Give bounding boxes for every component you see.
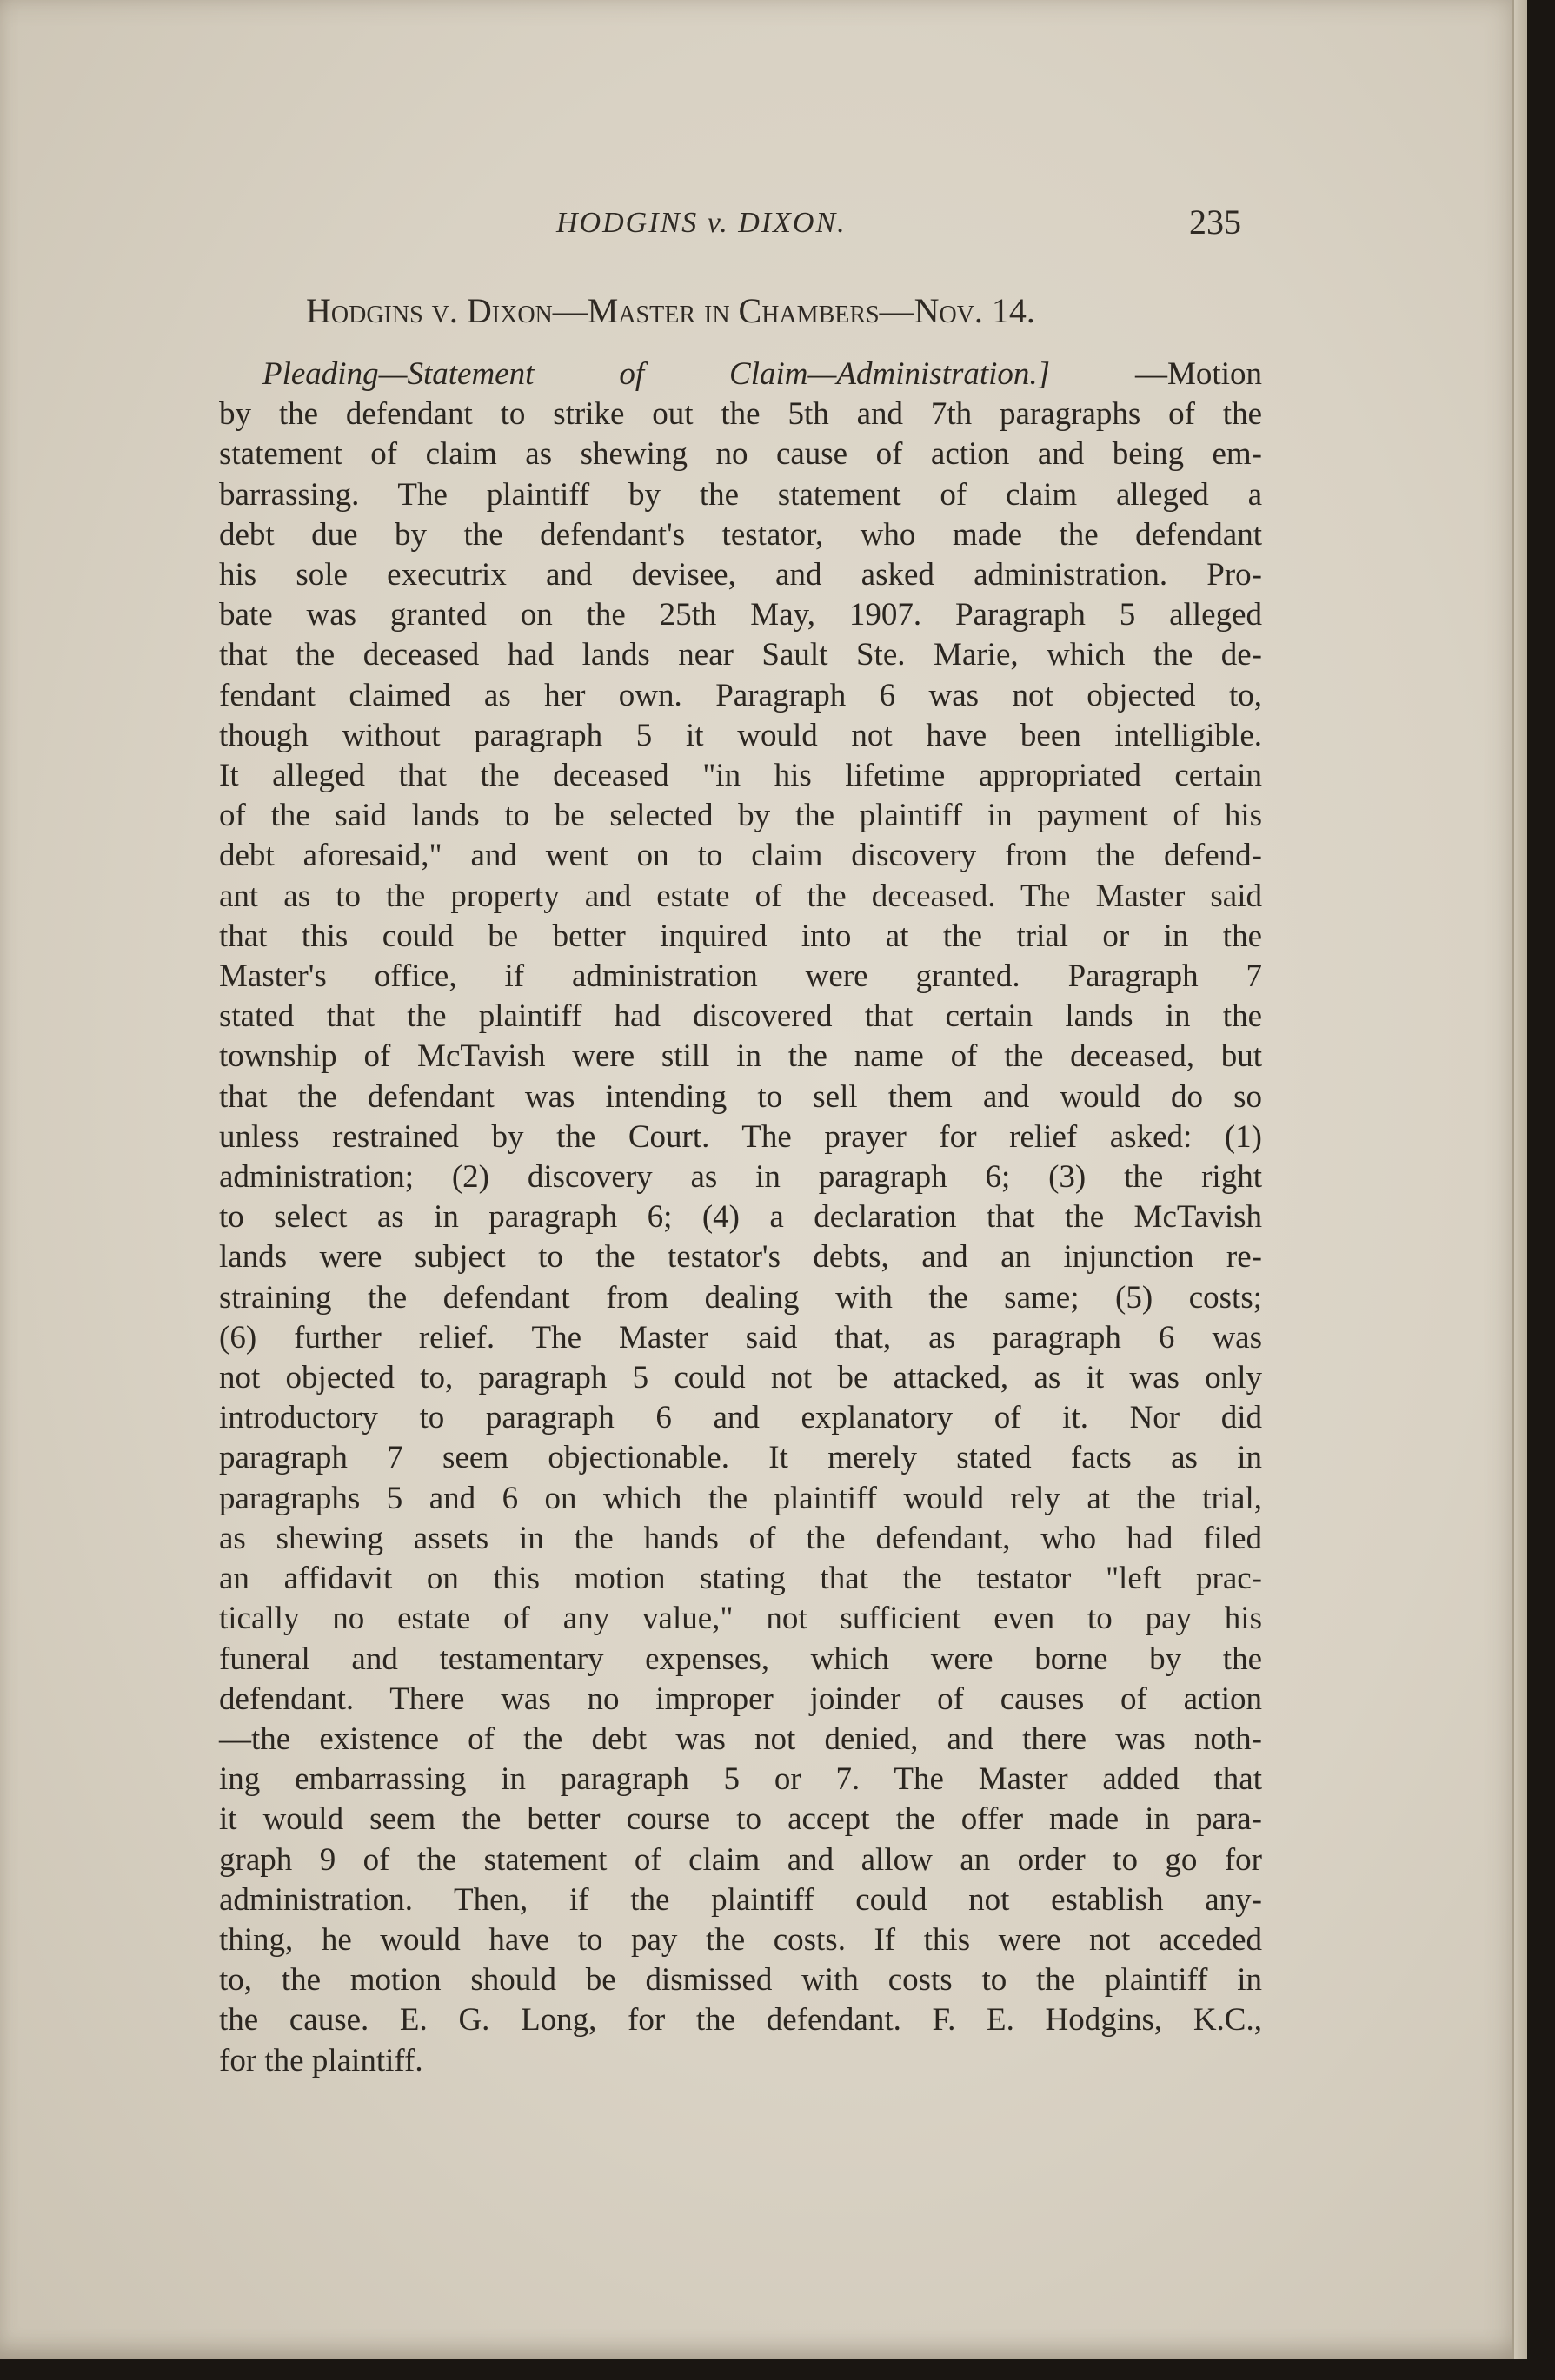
text-line: tically no estate of any value," not sufficient even to pay his xyxy=(219,1601,1262,1637)
text-line: administration. Then, if the plaintiff could not establish any- xyxy=(219,1881,1262,1918)
text-line xyxy=(219,355,1262,394)
text-line: straining the defendant from dealing with the same; (5) costs; xyxy=(219,1279,1262,1316)
text-line: it would seem the better course to accept the offer made in para- xyxy=(219,1801,1262,1838)
text-line: township of McTavish were still in the name of the deceased, but xyxy=(219,1038,1262,1075)
text-line: ant as to the property and estate of the deceased. The Master said xyxy=(219,878,1262,914)
case-heading: Hodgins v. Dixon—Master in Chambers—Nov. 14. xyxy=(306,291,1035,330)
text-line: to select as in paragraph 6; (4) a declaration that the McTavish xyxy=(219,1199,1262,1236)
text-line: that the defendant was intending to sell them and would do so xyxy=(219,1078,1262,1115)
text-line: graph 9 of the statement of claim and allow an order to go for xyxy=(219,1841,1262,1878)
text-line: stated that the plaintiff had discovered that certain lands in the xyxy=(219,998,1262,1035)
text-line: though without paragraph 5 it would not have been intelligible. xyxy=(219,717,1262,753)
text-line: bate was granted on the 25th May, 1907. Paragraph 5 alleged xyxy=(219,597,1262,633)
text-line: that this could be better inquired into at the trial or in the xyxy=(219,918,1262,954)
text-line: —the existence of the debt was not denied, and there was noth- xyxy=(219,1720,1262,1757)
text-line: his sole executrix and devisee, and asked administration. Pro- xyxy=(219,557,1262,593)
text-line: by the defendant to strike out the 5th and 7th paragraphs of the xyxy=(219,396,1262,433)
text-line: for the plaintiff. xyxy=(219,2042,423,2078)
text-line: fendant claimed as her own. Paragraph 6 was not objected to, xyxy=(219,677,1262,713)
text-line: administration; (2) discovery as in paragraph 6; (3) the right xyxy=(219,1159,1262,1196)
page-header xyxy=(0,202,1525,245)
text-line: (6) further relief. The Master said that, as paragraph 6 was xyxy=(219,1319,1262,1356)
page-edge xyxy=(1512,0,1527,2359)
text-line: thing, he would have to pay the costs. If this were not acceded xyxy=(219,1921,1262,1958)
text-line: not objected to, paragraph 5 could not be attacked, as it was only xyxy=(219,1360,1262,1396)
text-line: funeral and testamentary expenses, which were borne by the xyxy=(219,1641,1262,1677)
text-line: Master's office, if administration were granted. Paragraph 7 xyxy=(219,958,1262,995)
text-line: barrassing. The plaintiff by the statement of claim alleged a xyxy=(219,476,1262,513)
text-line-segment: —Motion xyxy=(1050,356,1262,392)
text-line: the cause. E. G. Long, for the defendant. F. E. Hodgins, K.C., xyxy=(219,2002,1262,2039)
text-line: of the said lands to be selected by the plaintiff in payment of his xyxy=(219,798,1262,834)
text-line: paragraph 7 seem objectionable. It merely stated facts as in xyxy=(219,1440,1262,1476)
report-paragraph xyxy=(219,355,1262,2081)
catchwords: Pleading—Statement of Claim—Administration.] xyxy=(262,356,1051,392)
text-line: an affidavit on this motion stating that the testator "left prac- xyxy=(219,1561,1262,1597)
running-title: HODGINS v. DIXON. xyxy=(556,207,847,239)
text-line: paragraphs 5 and 6 on which the plaintiff would rely at the trial, xyxy=(219,1480,1262,1516)
text-line: ing embarrassing in paragraph 5 or 7. The Master added that xyxy=(219,1761,1262,1798)
text-line: that the deceased had lands near Sault Ste. Marie, which the de- xyxy=(219,637,1262,673)
text-line: lands were subject to the testator's debts, and an injunction re- xyxy=(219,1239,1262,1276)
text-line: It alleged that the deceased "in his lifetime appropriated certain xyxy=(219,758,1262,794)
text-line: introductory to paragraph 6 and explanatory of it. Nor did xyxy=(219,1400,1262,1436)
text-line: as shewing assets in the hands of the defendant, who had filed xyxy=(219,1520,1262,1556)
text-line: statement of claim as shewing no cause of action and being em- xyxy=(219,436,1262,473)
text-line: defendant. There was no improper joinder of causes of action xyxy=(219,1681,1262,1717)
text-line: to, the motion should be dismissed with costs to the plaintiff in xyxy=(219,1962,1262,1999)
text-line: debt aforesaid," and went on to claim discovery from the defend- xyxy=(219,838,1262,874)
text-line: debt due by the defendant's testator, who made the defendant xyxy=(219,516,1262,553)
page-number: 235 xyxy=(1189,202,1241,242)
text-line: unless restrained by the Court. The prayer for relief asked: (1) xyxy=(219,1118,1262,1155)
